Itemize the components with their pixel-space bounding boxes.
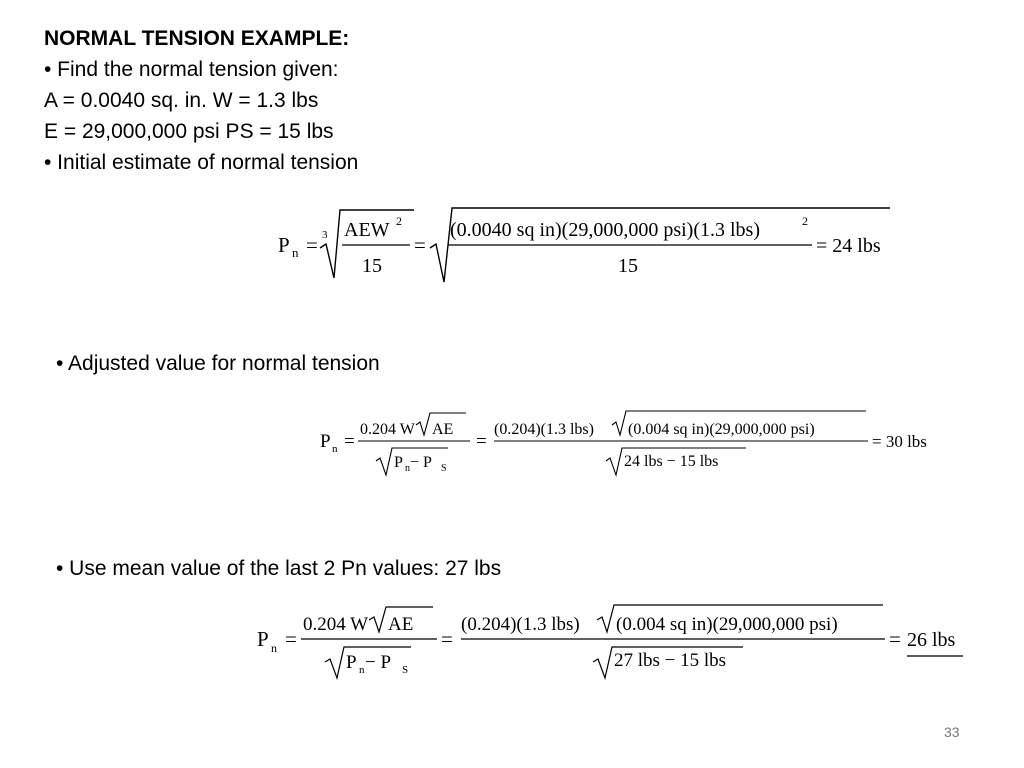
equation-adjusted-value — [320, 405, 960, 485]
eq2-frac1-num-root: AE — [432, 421, 454, 438]
bullet-initial-estimate: • Initial estimate of normal tension — [44, 151, 359, 174]
eq2-frac1-den-a: P — [394, 454, 403, 471]
eq1-lhs-subscript: n — [292, 245, 299, 260]
eq2-frac2-den-root: 24 lbs − 15 lbs — [624, 453, 719, 470]
eq3-result-value: 26 lbs — [907, 629, 956, 651]
eq3-equals: = — [285, 627, 297, 651]
eq3-frac2-num-root: (0.004 sq in)(29,000,000 psi) — [616, 614, 838, 635]
eq2-equals: = — [344, 431, 355, 452]
eq3-result-equals: = — [889, 627, 901, 651]
eq1-lhs: P — [278, 233, 290, 257]
eq3-frac1-den-a: P — [346, 652, 357, 673]
eq1-frac1-denominator: 15 — [362, 255, 382, 277]
eq2-frac1-den-op: − P — [410, 454, 432, 471]
eq2-frac2-num-a: (0.204)(1.3 lbs) — [494, 421, 594, 438]
eq2-equals-2: = — [476, 431, 487, 452]
given-line-1: A = 0.0040 sq. in. W = 1.3 lbs — [44, 89, 319, 112]
eq1-frac2-numerator: (0.0040 sq in)(29,000,000 psi)(1.3 lbs) — [450, 219, 760, 241]
eq3-frac2-den-root: 27 lbs − 15 lbs — [614, 650, 727, 671]
eq3-frac1-den-op: − P — [365, 652, 392, 673]
eq2-frac2-num-root: (0.004 sq in)(29,000,000 psi) — [628, 421, 815, 438]
slide-number: 33 — [944, 724, 960, 740]
eq1-frac1-exponent: 2 — [396, 214, 402, 228]
bullet-adjusted-value: • Adjusted value for normal tension — [56, 352, 380, 375]
bullet-mean-value: • Use mean value of the last 2 Pn values: 27 lbs — [56, 557, 502, 580]
eq1-frac2-exponent: 2 — [802, 214, 808, 228]
bullet-find-given: • Find the normal tension given: — [44, 58, 339, 81]
eq2-frac1-den-a-sub: n — [405, 463, 410, 474]
eq1-equals: = — [306, 233, 318, 257]
eq3-frac1-den-b-sub: S — [402, 664, 409, 676]
eq2-lhs-subscript: n — [332, 443, 338, 455]
eq1-frac2-denominator: 15 — [618, 255, 638, 277]
eq2-result: = 30 lbs — [872, 432, 927, 451]
eq1-equals-2: = — [414, 233, 426, 257]
eq3-frac1-den-a-sub: n — [359, 664, 365, 676]
eq3-lhs: P — [257, 627, 269, 651]
eq1-frac1-numerator: AEW — [344, 219, 390, 241]
eq3-frac2-num-a: (0.204)(1.3 lbs) — [461, 614, 580, 635]
eq3-frac1-num-text: 0.204 W — [303, 614, 369, 635]
eq2-lhs: P — [320, 431, 331, 452]
eq3-lhs-subscript: n — [271, 641, 277, 655]
eq2-frac1-den-b-sub: S — [441, 463, 447, 474]
given-line-2: E = 29,000,000 psi PS = 15 lbs — [44, 120, 334, 143]
eq3-equals-2: = — [441, 627, 453, 651]
slide-title: NORMAL TENSION EXAMPLE: — [44, 27, 350, 50]
equation-initial-estimate — [278, 204, 898, 284]
eq1-result: = 24 lbs — [816, 235, 881, 257]
eq1-root-index: 3 — [322, 229, 328, 241]
eq3-frac1-num-root: AE — [388, 614, 414, 635]
equation-mean-value — [257, 598, 977, 688]
eq2-frac1-num-text: 0.204 W — [360, 421, 415, 438]
